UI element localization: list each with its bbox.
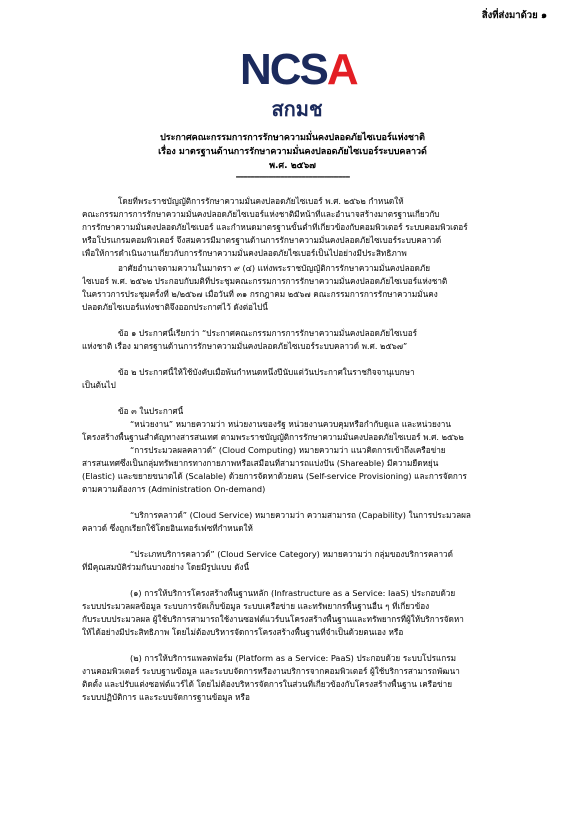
logo-wordmark-main: NCS (240, 45, 327, 94)
body-line: การรักษาความมั่นคงปลอดภัยไซเบอร์ และกำหนดมาตรฐานขั้นต่ำที่เกี่ยวข้องกับคอมพิวเตอร์ ระบบคอมพิวเตอร์ (82, 222, 468, 232)
announcement-title: ประกาศคณะกรรมการการรักษาความมั่นคงปลอดภัยไซเบอร์แห่งชาติ (160, 133, 425, 143)
logo-thai-text: สกมช (271, 97, 323, 121)
body-line: (๑) การให้บริการโครงสร้างพื้นฐานหลัก (Infrastructure as a Service: IaaS) ประกอบด้วย (130, 588, 456, 598)
body-line: ตามความต้องการ (Administration On-demand) (82, 484, 266, 494)
body-line: กับระบบประมวลผล ผู้ใช้บริการสามารถใช้งานซอฟต์แวร์บนโครงสร้างพื้นฐานและทรัพยากรที่ผู้ให้บริการจัดหา (82, 614, 464, 624)
body-line: อาศัยอำนาจตามความในมาตรา ๙ (๔) แห่งพระราชบัญญัติการรักษาความมั่นคงปลอดภัย (118, 263, 431, 273)
body-line: แห่งชาติ เรื่อง มาตรฐานด้านการรักษาความมั่นคงปลอดภัยไซเบอร์ระบบคลาวด์ พ.ศ. ๒๕๖๗” (82, 341, 408, 351)
body-line: ในคราวการประชุมครั้งที่ ๒/๒๕๖๗ เมื่อวันที่ ๓๑ กรกฎาคม ๒๕๖๗ คณะกรรมการการรักษาความมั่นคง (82, 289, 438, 299)
announcement-subject: เรื่อง มาตรฐานด้านการรักษาความมั่นคงปลอดภัยไซเบอร์ระบบคลาวด์ (158, 147, 427, 157)
body-line: ไซเบอร์ พ.ศ. ๒๕๖๒ ประกอบกับมติที่ประชุมคณะกรรมการการรักษาความมั่นคงปลอดภัยไซเบอร์แห่งชาติ (82, 276, 448, 286)
body-line: คณะกรรมการการรักษาความมั่นคงปลอดภัยไซเบอร์แห่งชาติมีหน้าที่และอำนาจสร้างมาตรฐานเกี่ยวกับ (82, 209, 440, 219)
body-line: ข้อ ๓ ในประกาศนี้ (118, 406, 184, 416)
logo-wordmark-accent: A (326, 45, 357, 94)
body-line: ระบบประมวลผลข้อมูล ระบบการจัดเก็บข้อมูล ระบบเครือข่าย และทรัพยากรพื้นฐานอื่น ๆ ที่เกี่ยวข้อง (82, 601, 430, 611)
body-line: (Elastic) และขยายขนาดได้ (Scalable) ด้วยการจัดหาด้วยตน (Self-service Provisioning) และการจัดการ (82, 471, 467, 481)
title-divider: ------------------------------------------------- (235, 172, 350, 181)
body-line: “ประเภทบริการคลาวด์” (Cloud Service Category) หมายความว่า กลุ่มของบริการคลาวด์ (130, 549, 453, 559)
body-line: เพื่อให้การดำเนินงานเกี่ยวกับการรักษาความมั่นคงปลอดภัยไซเบอร์เป็นไปอย่างมีประสิทธิภาพ (82, 248, 407, 258)
body-line: “บริการคลาวด์” (Cloud Service) หมายความว่า ความสามารถ (Capability) ในการประมวลผล (130, 510, 471, 520)
body-line: “การประมวลผลคลาวด์” (Cloud Computing) หมายความว่า แนวคิดการเข้าถึงเครือข่าย (130, 445, 446, 455)
body-line: ข้อ ๑ ประกาศนี้เรียกว่า “ประกาศคณะกรรมการการรักษาความมั่นคงปลอดภัยไซเบอร์ (118, 328, 418, 338)
body-line: โดยที่พระราชบัญญัติการรักษาความมั่นคงปลอดภัยไซเบอร์ พ.ศ. ๒๕๖๒ กำหนดให้ (118, 196, 404, 206)
body-line: หรือโปรแกรมคอมพิวเตอร์ จึงสมควรมีมาตรฐานด้านการรักษาความมั่นคงปลอดภัยไซเบอร์ระบบคลาวด์ (82, 235, 442, 245)
body-line: ให้ได้อย่างมีประสิทธิภาพ โดยไม่ต้องบริหารจัดการโครงสร้างพื้นฐานที่จำเป็นด้วยตนเอง หรือ (82, 627, 404, 637)
body-line: ที่มีคุณสมบัติร่วมกันบางอย่าง โดยมีรูปแบบ ดังนี้ (82, 562, 250, 572)
announcement-year: พ.ศ. ๒๕๖๗ (269, 161, 316, 171)
body-line: งานคอมพิวเตอร์ ระบบฐานข้อมูล และระบบจัดการหรืองานบริการจากคอมพิวเตอร์ ผู้ใช้บริการสามารถพัฒนา (82, 666, 460, 676)
attachment-label: สิ่งที่ส่งมาด้วย ๑ (481, 10, 547, 21)
ncsa-logo (240, 44, 357, 130)
body-line: ข้อ ๒ ประกาศนี้ให้ใช้บังคับเมื่อพ้นกำหนดหนึ่งปีนับแต่วันประกาศในราชกิจจานุเบกษา (118, 367, 415, 377)
body-line: ปลอดภัยไซเบอร์แห่งชาติจึงออกประกาศไว้ ดังต่อไปนี้ (82, 302, 268, 312)
body-line: “หน่วยงาน” หมายความว่า หน่วยงานของรัฐ หน่วยงานควบคุมหรือกำกับดูแล และหน่วยงาน (130, 419, 451, 429)
body-line: สารสนเทศซึ่งเป็นกลุ่มทรัพยากรทางกายภาพหรือเสมือนที่สามารถแบ่งปัน (Shareable) มีความยืดหยุ่น (82, 458, 439, 468)
body-line: (๒) การให้บริการแพลตฟอร์ม (Platform as a Service: PaaS) ประกอบด้วย ระบบโปรแกรม (130, 653, 457, 663)
body-line: คลาวด์ ซึ่งถูกเรียกใช้โดยอินเทอร์เฟซที่กำหนดให้ (82, 523, 253, 533)
logo-wordmark (240, 45, 357, 94)
body-line: โครงสร้างพื้นฐานสำคัญทางสารสนเทศ ตามพระราชบัญญัติการรักษาความมั่นคงปลอดภัยไซเบอร์ พ.ศ. ๒๕๖๒ (82, 432, 464, 442)
body-line: ติดตั้ง และปรับแต่งซอฟต์แวร์ได้ โดยไม่ต้องบริหารจัดการในส่วนที่เกี่ยวข้องกับโครงสร้างพื้นฐาน เครือข่าย (82, 679, 452, 689)
body-line: เป็นต้นไป (82, 380, 116, 390)
body-line: ระบบปฏิบัติการ และระบบจัดการฐานข้อมูล หรือ (82, 692, 250, 702)
